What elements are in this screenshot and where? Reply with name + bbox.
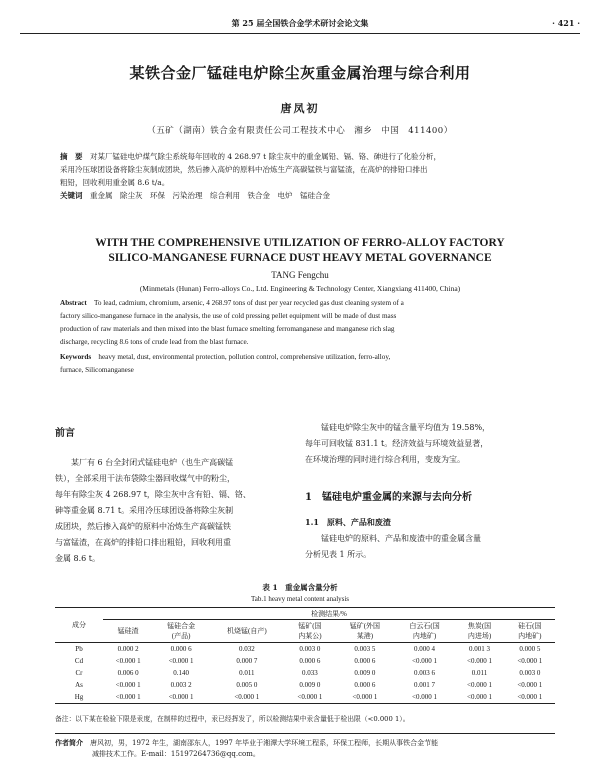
value-cell: <0.000 1 — [517, 681, 543, 689]
abstract-en-line: To lead, cadmium, chromium, arsenic, 4 268.97 tons of dust per year recycled gas dust cleaning system of a — [93, 299, 404, 307]
section-1-1-body — [305, 531, 550, 563]
table-row — [55, 643, 555, 656]
abstract-cn-line: 对某厂锰硅电炉煤气除尘系统每年回收的 4 268.97 t 除尘灰中的重金属铅、镉、铬、砷进行了化验分析， — [90, 152, 442, 161]
value-cell: 0.003 0 — [299, 645, 321, 653]
author-bio — [55, 737, 555, 760]
section-1-1-heading: 1.1 原料、产品和废渣 — [305, 517, 391, 527]
value-cell: 0.000 7 — [236, 657, 258, 665]
preface-line: 每年有除尘灰 4 268.97 t，除尘灰中含有铅、镉、铬、 — [55, 490, 251, 499]
element-cell: Cd — [74, 657, 84, 665]
abstract-cn-label: 摘 要 — [60, 152, 83, 161]
preface-line: 与富锰渣，在高炉的排铅口排出粗铅，回收利用重 — [55, 538, 231, 547]
value-cell: <0.000 1 — [168, 657, 194, 665]
value-cell: 0.003 2 — [170, 681, 192, 689]
column-header-row — [55, 620, 555, 643]
value-cell: 0.001 7 — [414, 681, 436, 689]
table-row — [55, 691, 555, 704]
column-header: 锰矿(国 内某公) — [298, 622, 322, 640]
abstract-en-line: discharge, recycling 8.6 tons of crude lead from the blast furnace. — [60, 338, 249, 346]
affiliation-cn: （五矿（湖南）铁合金有限责任公司工程技术中心 湘乡 中国 411400） — [147, 126, 453, 136]
heavy-metal-table — [55, 607, 555, 704]
table-row — [55, 667, 555, 679]
value-cell: 0.000 6 — [354, 657, 376, 665]
value-cell: 0.005 0 — [236, 681, 258, 689]
value-cell: 0.000 4 — [414, 645, 436, 653]
journal-title: 第 25 届全国铁合金学术研讨会论文集 — [231, 18, 369, 28]
keywords-en-label: Keywords — [60, 353, 92, 361]
column-header: 机烧锰(自产) — [226, 627, 267, 635]
title-en-line: SILICO-MANGANESE FURNACE DUST HEAVY METAL GOVERNANCE — [108, 252, 492, 264]
element-cell: Hg — [74, 693, 84, 701]
element-cell: Pb — [75, 645, 83, 653]
value-cell: 0.009 0 — [354, 669, 376, 677]
abstract-en-line: factory silico-manganese furnace in the analysis, the use of cold pressing pellet equipment will be made of dust mass — [60, 312, 397, 320]
column-header: 白云石(国 内地矿) — [409, 622, 440, 640]
column-header: 锰矿(外国 某港) — [349, 622, 381, 640]
preface-line: 砷等重金属 8.71 t。采用冷压球团设备将除尘灰制 — [55, 506, 234, 515]
value-cell: 0.000 6 — [299, 657, 321, 665]
author-bio-label: 作者简介 — [55, 738, 83, 747]
value-cell: <0.000 1 — [467, 681, 492, 689]
preface-body — [55, 455, 280, 567]
intro-line: 锰硅电炉除尘灰中的锰含量平均值为 19.58%， — [321, 423, 491, 432]
section-1-1-line: 分析见表 1 所示。 — [305, 550, 372, 559]
preface-line: 某厂有 6 台全封闭式锰硅电炉（也生产高碳锰 — [71, 458, 234, 467]
value-cell: <0.000 1 — [517, 657, 543, 665]
value-cell: <0.000 1 — [234, 693, 260, 701]
author-bio-line: 减排技术工作。E-mail：15197264736@qq.com。 — [92, 750, 260, 758]
value-cell: 0.009 0 — [299, 681, 321, 689]
value-cell: 0.000 6 — [170, 645, 192, 653]
element-cell: Cr — [75, 669, 83, 677]
running-header — [20, 18, 580, 32]
intro-right-body — [305, 420, 550, 468]
value-cell: 0.011 — [239, 669, 255, 677]
preface-line: 成团块，然后掺入高炉的原料中冶炼生产高碳锰铁 — [55, 522, 231, 531]
column-header: 焦炭(国 内进场) — [467, 622, 492, 640]
section-1-1-line: 锰硅电炉的原料、产品和废渣中的重金属含量 — [321, 534, 481, 543]
preface-line: 金属 8.6 t。 — [55, 554, 101, 563]
element-cell: As — [75, 681, 83, 689]
column-header: 锰硅渣 — [117, 627, 139, 635]
value-cell: 0.000 5 — [519, 645, 541, 653]
table-caption-en: Tab.1 heavy metal content analysis — [250, 595, 350, 603]
affiliation-en: (Minmetals (Hunan) Ferro-alloys Co., Ltd. Engineering & Technology Center, Xiangxiang 411400, China) — [139, 284, 461, 293]
preface-heading: 前言 — [55, 428, 75, 439]
intro-line: 在环境治理的同时进行综合利用，变废为宝。 — [305, 455, 465, 464]
footnote-rule — [55, 733, 555, 734]
abstract-cn-line: 采用冷压球团设备将除尘灰制成团块，然后掺入高炉的原料中冶炼生产高碳锰铁与富锰渣，在高炉的排铅口排出 — [60, 165, 428, 174]
value-cell: 0.140 — [173, 669, 189, 677]
value-cell: <0.000 1 — [115, 657, 141, 665]
value-cell: 0.000 6 — [354, 681, 376, 689]
value-cell: <0.000 1 — [115, 681, 141, 689]
section-1-heading: 1 锰硅电炉重金属的来源与去向分析 — [305, 492, 472, 503]
paper-title-en — [0, 236, 600, 266]
author-name-cn: 唐凤初 — [280, 102, 320, 115]
intro-line: 每年可回收锰 831.1 t。经济效益与环境效益显著， — [305, 439, 489, 448]
header-rule — [20, 33, 580, 34]
value-cell: <0.000 1 — [412, 693, 437, 701]
table-row — [55, 679, 555, 691]
value-cell: <0.000 1 — [352, 693, 378, 701]
abstract-cn-line: 粗铅，回收利用重金属 8.6 t/a。 — [60, 178, 170, 187]
keywords-en: furnace, Silicomanganese — [60, 366, 134, 374]
value-cell: 0.000 2 — [117, 645, 139, 653]
value-cell: <0.000 1 — [517, 693, 543, 701]
column-header: 硅石(国 内地矿) — [518, 622, 542, 640]
value-cell: 0.011 — [471, 669, 488, 677]
author-bio-line: 唐风初，男，1972 年生，湖南邵东人，1997 年毕业于湘潭大学环境工程系，环保工程师，长期从事铁合金节能 — [90, 739, 439, 747]
value-cell: 0.001 3 — [469, 645, 490, 653]
table-row — [55, 655, 555, 667]
page-number: · 421 · — [552, 18, 580, 28]
paper-title-cn: 某铁合金厂锰硅电炉除尘灰重金属治理与综合利用 — [129, 64, 471, 82]
component-header: 成分 — [55, 608, 103, 643]
value-cell: <0.000 1 — [467, 693, 492, 701]
keywords-cn: 重金属 除尘灰 环保 污染治理 综合利用 铁合金 电炉 锰硅合金 — [90, 191, 330, 200]
value-cell: <0.000 1 — [467, 657, 492, 665]
value-cell: <0.000 1 — [297, 693, 323, 701]
abstract-en-line: production of raw materials and then mixed into the blast furnace smelting ferromanganese and manganese rich slag — [60, 325, 395, 333]
table-footnote: 备注：以下某在检验下限是汞度，在制样的过程中，汞已经挥发了，所以检测结果中汞含量低于检出限（<0.000 1）。 — [55, 715, 410, 723]
abstract-cn — [60, 150, 560, 202]
group-header: 检测结果/% — [103, 608, 555, 620]
value-cell: 0.003 0 — [519, 669, 541, 677]
abstract-en-label: Abstract — [60, 299, 87, 307]
value-cell: 0.003 5 — [354, 645, 376, 653]
value-cell: <0.000 1 — [412, 657, 437, 665]
keywords-cn-label: 关键词 — [60, 191, 83, 200]
value-cell: <0.000 1 — [115, 693, 141, 701]
table — [55, 607, 555, 704]
value-cell: <0.000 1 — [168, 693, 194, 701]
table-caption-cn: 表 1 重金属含量分析 — [262, 583, 338, 592]
value-cell: 0.032 — [238, 645, 255, 653]
abstract-en — [60, 297, 560, 377]
column-header: 锰硅合金 (产品) — [167, 622, 196, 640]
value-cell: 0.033 — [302, 669, 318, 677]
preface-line: 铁），全部采用干法布袋除尘器回收煤气中的粉尘， — [55, 474, 235, 483]
keywords-en: heavy metal, dust, environmental protection, pollution control, comprehensive utilization, ferro-alloy, — [98, 353, 391, 361]
title-en-line: WITH THE COMPREHENSIVE UTILIZATION OF FERRO-ALLOY FACTORY — [95, 237, 505, 249]
value-cell: 0.006 0 — [117, 669, 139, 677]
value-cell: 0.003 6 — [414, 669, 436, 677]
author-name-en: TANG Fengchu — [271, 270, 329, 280]
